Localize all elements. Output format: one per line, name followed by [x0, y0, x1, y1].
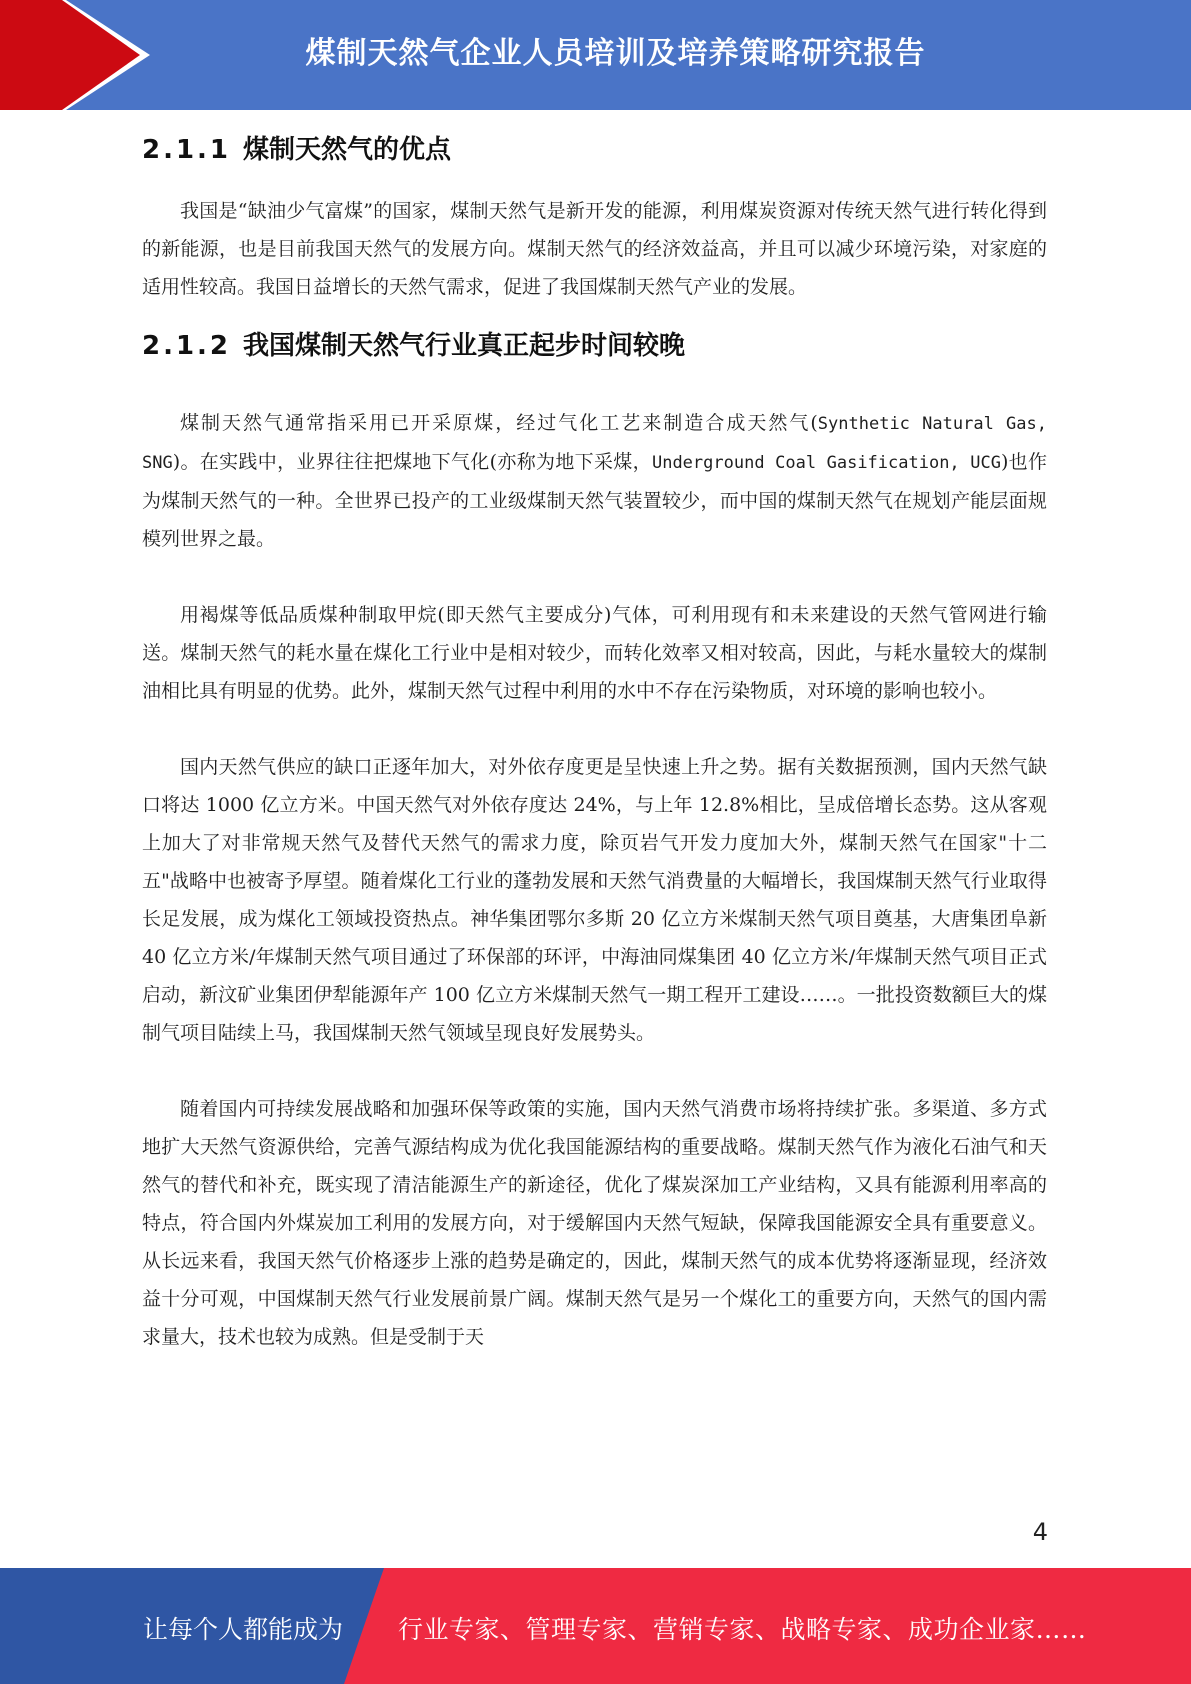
english-term: Synthetic Natural Gas, SNG	[142, 414, 1047, 473]
text-run: 煤制天然气通常指采用已开采原煤，经过气化工艺来制造合成天然气(	[180, 412, 818, 434]
footer-slogan-right: 行业专家、管理专家、营销专家、战略专家、成功企业家……	[398, 1615, 1087, 1644]
footer-slogan-left: 让每个人都能成为	[143, 1615, 344, 1644]
paragraph: 我国是“缺油少气富煤”的国家，煤制天然气是新开发的能源，利用煤炭资源对传统天然气进行转化得到的新能源，也是目前我国天然气的发展方向。煤制天然气的经济效益高，并且可以减少环境污染，对家庭的适用性较高。我国日益增长的天然气需求，促进了我国煤制天然气产业的发展。	[142, 200, 1047, 298]
paragraph: 随着国内可持续发展战略和加强环保等政策的实施，国内天然气消费市场将持续扩张。多渠道、多方式地扩大天然气资源供给，完善气源结构成为优化我国能源结构的重要战略。煤制天然气作为液化石油气和天然气的替代和补充，既实现了清洁能源生产的新途径，优化了煤炭深加工产业结构，又具有能源利用率高的特点，符合国内外煤炭加工利用的发展方向，对于缓解国内天然气短缺，保障我国能源安全具有重要意义。从长远来看，我国天然气价格逐步上涨的趋势是确定的，因此，煤制天然气的成本优势将逐渐显现，经济效益十分可观，中国煤制天然气行业发展前景广阔。煤制天然气是另一个煤化工的重要方向，天然气的国内需求量大，技术也较为成熟。但是受制于天	[142, 1098, 1047, 1348]
header-banner	[0, 0, 1191, 110]
section-number: 2.1.1	[142, 135, 232, 165]
paragraph: 用褐煤等低品质煤种制取甲烷(即天然气主要成分)气体，可利用现有和未来建设的天然气管网进行输送。煤制天然气的耗水量在煤化工行业中是相对较少，而转化效率又相对较高，因此，与耗水量较大的煤制油相比具有明显的优势。此外，煤制天然气过程中利用的水中不存在污染物质，对环境的影响也较小。	[142, 604, 1047, 702]
section-title: 我国煤制天然气行业真正起步时间较晚	[243, 331, 686, 361]
page-number: 4	[1032, 1518, 1048, 1546]
paragraph-sng	[142, 404, 1047, 558]
paragraph: 国内天然气供应的缺口正逐年加大，对外依存度更是呈快速上升之势。据有关数据预测，国内天然气缺口将达 1000 亿立方米。中国天然气对外依存度达 24%，与上年 12.8%相比，呈成倍增长态势。这从客观上加大了对非常规天然气及替代天然气的需求力度，除页岩气开发力度加大外，煤制天然气在国家"十二五"战略中也被寄予厚望。随着煤化工行业的蓬勃发展和天然气消费量的大幅增长，我国煤制天然气行业取得长足发展，成为煤化工领域投资热点。神华集团鄂尔多斯 20 亿立方米煤制天然气项目奠基，大唐集团阜新 40 亿立方米/年煤制天然气项目通过了环保部的环评，中海油同煤集团 40 亿立方米/年煤制天然气项目正式启动，新汶矿业集团伊犁能源年产 100 亿立方米煤制天然气一期工程开工建设……。一批投资数额巨大的煤制气项目陆续上马，我国煤制天然气领域呈现良好发展势头。	[142, 756, 1047, 1044]
report-title: 煤制天然气企业人员培训及培养策略研究报告	[305, 36, 926, 71]
section-title: 煤制天然气的优点	[243, 135, 452, 165]
english-term: Underground Coal Gasification, UCG	[651, 453, 1001, 473]
section-heading-2-1-2	[142, 326, 1047, 366]
footer-banner	[0, 1568, 1191, 1684]
section-number: 2.1.2	[142, 331, 232, 361]
text-run: )。在实践中，业界往往把煤地下气化(亦称为地下采煤，	[172, 451, 652, 473]
text-run: )也作为煤制天然气的一种。全世界已投产的工业级煤制天然气装置较少，而中国的煤制天然气在规划产能层面规模列世界之最。	[142, 451, 1047, 550]
section-heading-2-1-1	[142, 130, 1047, 170]
document-body	[142, 130, 1047, 1356]
